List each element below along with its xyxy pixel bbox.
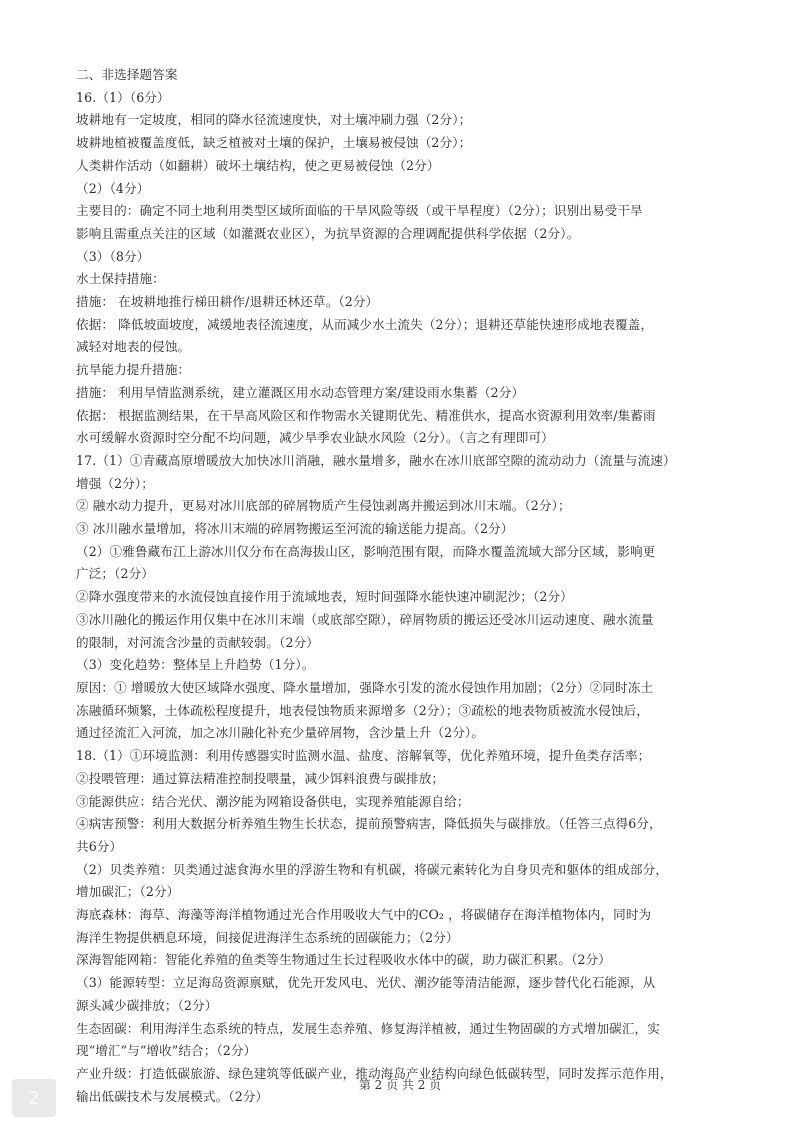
text-line: 抗旱能力提升措施：: [76, 362, 191, 378]
text-line: 人类耕作活动（如翻耕）破坏土壤结构，使之更易被侵蚀（2分）: [76, 157, 440, 173]
text-line: 共6分）: [76, 838, 123, 854]
text-line: 海洋生物提供栖息环境，间接促进海洋生态系统的固碳能力；（2分）: [76, 929, 459, 945]
text-line: 17.（1）①青藏高原增暖放大加快冰川消融，融水量增多，融水在冰川底部空隙的流动动力（流量与流速）: [76, 452, 676, 468]
text-line: （3）（8分）: [76, 248, 150, 264]
page-number-badge[interactable]: 2: [12, 1079, 56, 1117]
text-line: 减轻对地表的侵蚀。: [76, 339, 191, 355]
text-line: 坡耕地植被覆盖度低，缺乏植被对土壤的保护，土壤易被侵蚀（2分）；: [76, 135, 472, 151]
text-line: ③能源供应：结合光伏、潮汐能为网箱设备供电，实现养殖能源自给；: [76, 793, 470, 809]
text-line: 水可缓解水资源时空分配不均问题，减少旱季农业缺水风险（2分）。（言之有理即可）: [76, 430, 554, 446]
text-line: ③ 冰川融水量增加，将冰川末端的碎屑物搬运至河流的输送能力提高。（2分）: [76, 521, 514, 537]
text-line: （2）（4分）: [76, 180, 150, 196]
text-line: 增强（2分）；: [76, 475, 154, 491]
text-line: 坡耕地有一定坡度，相同的降水径流速度快，对土壤冲刷力强（2分）；: [76, 112, 472, 128]
text-line: 产业升级：打造低碳旅游、绿色建筑等低碳产业，推动海岛产业结构向绿色低碳转型，同时发挥示范作用，: [76, 1065, 673, 1081]
text-line: 影响且需重点关注的区域（如灌溉农业区），为抗旱资源的合理调配提供科学依据（2分）。: [76, 225, 580, 241]
text-line: 措施： 在坡耕地推行梯田耕作/退耕还林还草。（2分）: [76, 294, 379, 310]
text-line: 18.（1）①环境监测：利用传感器实时监测水温、盐度、溶解氧等，优化养殖环境，提升鱼类存活率；: [76, 748, 651, 764]
text-line: ②降水强度带来的水流侵蚀直接作用于流域地表，短时间强降水能快速冲刷泥沙；（2分）: [76, 589, 573, 605]
text-line: 水土保持措施：: [76, 271, 165, 287]
text-line: 的限制，对河流含沙量的贡献较弱。（2分）: [76, 634, 319, 650]
text-line: 16.（1）（6分）: [76, 89, 170, 105]
text-line: ②投喂管理：通过算法精准控制投喂量，减少饵料浪费与碳排放；: [76, 770, 445, 786]
text-line: 源头减少碳排放；（2分）: [76, 997, 218, 1013]
text-line: （3）能源转型：立足海岛资源禀赋，优先开发风电、光伏、潮汐能等清洁能源，逐步替代化石能源，从: [76, 975, 656, 991]
text-line: 冻融循环频繁，土体疏松程度提升，地表侵蚀物质来源增多（2分）；③疏松的地表物质被流水侵蚀后，: [76, 702, 650, 718]
answer-text-body: [76, 64, 746, 1108]
text-line: 广泛；（2分）: [76, 566, 154, 582]
text-line: 增加碳汇；（2分）: [76, 884, 180, 900]
text-line: 原因：① 增暖放大使区域降水强度、降水量增加，强降水引发的流水侵蚀作用加剧；（2分）②同时冻土: [76, 679, 654, 695]
text-line: 海底森林：海草、海藻等海洋植物通过光合作用吸收大气中的CO₂ ，将碳储存在海洋植物体内，同时为: [76, 907, 652, 923]
text-line: 主要目的：确定不同土地利用类型区域所面临的干旱风险等级（或干旱程度）（2分）；识别出易受干旱: [76, 203, 643, 219]
text-line: 深海智能网箱：智能化养殖的鱼类等生物通过生长过程吸收水体中的碳，助力碳汇积累。（2分）: [76, 952, 611, 968]
text-line: 依据： 根据监测结果，在干旱高风险区和作物需水关键期优先、精准供水，提高水资源利用效率/集蓄雨: [76, 407, 656, 423]
text-line: ③冰川融化的搬运作用仅集中在冰川末端（或底部空隙），碎屑物质的搬运还受冰川运动速度、融水流量: [76, 611, 654, 627]
text-line: 输出低碳技术与发展模式。（2分）: [76, 1088, 269, 1104]
text-line: （3）变化趋势：整体呈上升趋势（1分）。: [76, 657, 315, 673]
text-line: （2）①雅鲁藏布江上游冰川仅分布在高海拔山区，影响范围有限，而降水覆盖流域大部分区域，影响更: [76, 543, 656, 559]
text-line: 现“增汇”与“增收”结合；（2分）: [76, 1043, 257, 1059]
text-line: （2）贝类养殖：贝类通过滤食海水里的浮游生物和有机碳，将碳元素转化为自身贝壳和躯体的组成部分，: [76, 861, 669, 877]
text-line: 生态固碳：利用海洋生态系统的特点，发展生态养殖、修复海洋植被，通过生物固碳的方式增加碳汇，实: [76, 1020, 660, 1036]
text-line: 措施： 利用旱情监测系统，建立灌溉区用水动态管理方案/建设雨水集蓄（2分）: [76, 384, 525, 400]
text-line: 通过径流汇入河流，加之冰川融化补充少量碎屑物，含沙量上升（2分）。: [76, 725, 485, 741]
text-line: 二、非选择题答案: [76, 67, 178, 82]
text-line: ② 融水动力提升，更易对冰川底部的碎屑物质产生侵蚀剥离并搬运到冰川末端。（2分）；: [76, 498, 571, 514]
text-line: ④病害预警：利用大数据分析养殖生物生长状态，提前预警病害，降低损失与碳排放。（任答三点得6分，: [76, 816, 662, 832]
page-footer: 第 2 页 共 2 页: [358, 1078, 442, 1092]
text-line: 依据： 降低坡面坡度，减缓地表径流速度，从而减少水土流失（2分）；退耕还草能快速形成地表覆盖，: [76, 316, 654, 332]
